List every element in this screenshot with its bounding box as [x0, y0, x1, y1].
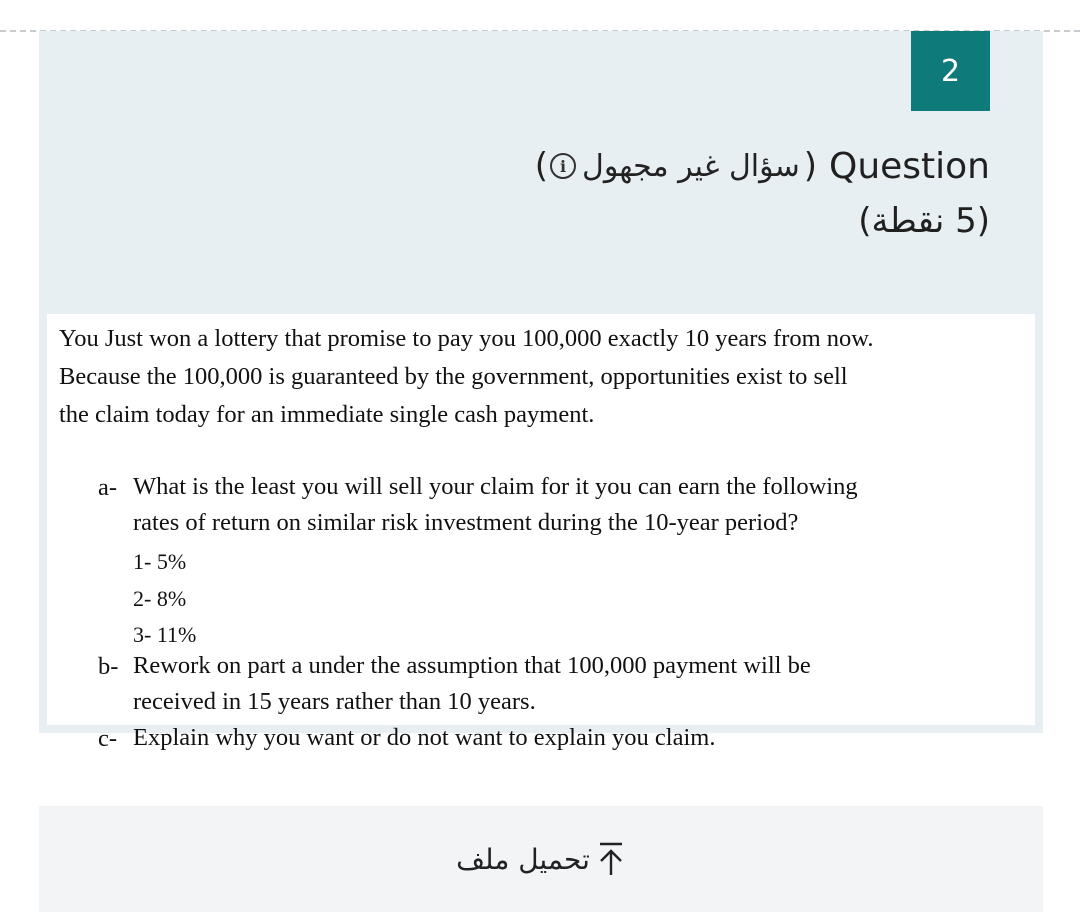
intro-line: Because the 100,000 is guaranteed by the government, opportunities exist to sell — [59, 363, 848, 390]
question-image — [47, 314, 1035, 752]
part-a-subitem: 2- 8% — [133, 586, 187, 611]
question-title-word: Question — [828, 145, 990, 187]
part-b-text — [133, 648, 811, 720]
title-paren-open: ( — [534, 146, 549, 186]
question-points: (5 نقطة) — [858, 201, 990, 241]
part-a-subitem: 3- 11% — [133, 622, 197, 647]
part-a-subitem: 1- 5% — [133, 549, 187, 574]
upload-label[interactable]: تحميل ملف — [456, 842, 590, 876]
intro-line: the claim today for an immediate single cash payment. — [59, 401, 595, 428]
part-c-marker: c- — [98, 725, 118, 752]
question-tag-text: سؤال غير مجهول — [582, 148, 800, 184]
part-c-text — [133, 720, 715, 756]
part-c-line: Explain why you want or do not want to explain you claim. — [133, 724, 716, 751]
part-b-line: Rework on part a under the assumption that 100,000 payment will be — [133, 652, 811, 679]
part-a-line: rates of return on similar risk investment during the 10-year period? — [133, 509, 799, 536]
question-title — [535, 144, 990, 188]
part-a-line: What is the least you will sell your claim for it you can earn the following — [133, 473, 858, 500]
file-upload-button[interactable] — [39, 806, 1043, 912]
part-a-text — [133, 469, 858, 541]
part-a-marker: a- — [98, 474, 118, 501]
question-card — [39, 31, 1043, 752]
intro-line: You Just won a lottery that promise to pay you 100,000 exactly 10 years from now. — [59, 325, 874, 352]
part-b-marker: b- — [98, 653, 119, 680]
problem-intro — [59, 320, 1039, 434]
upload-content[interactable] — [456, 841, 626, 877]
question-number-badge: 2 — [911, 31, 990, 111]
info-icon[interactable]: i — [550, 153, 576, 179]
upload-arrow-icon[interactable] — [596, 841, 626, 877]
title-paren-close: ) — [803, 146, 817, 186]
part-b-line: received in 15 years rather than 10 years. — [133, 688, 536, 715]
